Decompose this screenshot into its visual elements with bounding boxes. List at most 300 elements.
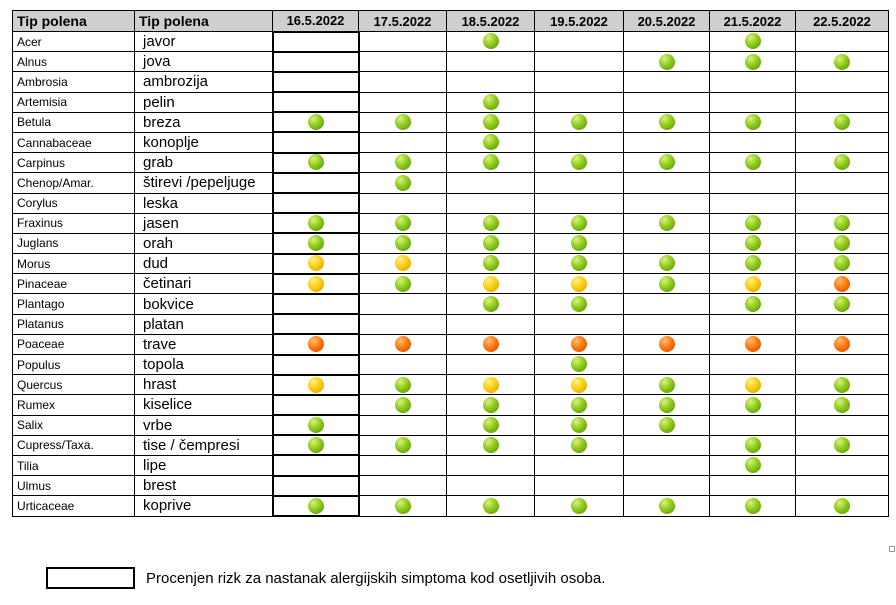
level-cell [796,52,889,72]
green-level-dot-icon [483,255,499,271]
green-level-dot-icon [745,54,761,70]
latin-name-cell: Platanus [13,314,135,334]
level-cell [535,496,624,516]
level-cell [624,52,710,72]
level-cell [447,314,535,334]
level-cell [624,476,710,496]
level-cell [535,233,624,253]
level-cell [796,455,889,475]
green-level-dot-icon [659,54,675,70]
green-level-dot-icon [745,33,761,49]
level-cell [624,72,710,92]
green-level-dot-icon [395,397,411,413]
green-level-dot-icon [483,134,499,150]
level-cell [273,72,359,92]
green-level-dot-icon [834,437,850,453]
level-cell [535,435,624,455]
green-level-dot-icon [395,114,411,130]
level-cell [447,455,535,475]
yellow-level-dot-icon [483,377,499,393]
green-level-dot-icon [659,215,675,231]
green-level-dot-icon [834,255,850,271]
level-cell [447,274,535,294]
green-level-dot-icon [395,154,411,170]
latin-name-cell: Fraxinus [13,213,135,233]
local-name-cell: grab [135,153,273,173]
orange-level-dot-icon [308,336,324,352]
table-row [13,294,889,314]
level-cell [535,112,624,132]
green-level-dot-icon [308,437,324,453]
green-level-dot-icon [308,215,324,231]
level-cell [447,395,535,415]
local-name-cell: orah [135,233,273,253]
level-cell [796,415,889,435]
level-cell [535,32,624,52]
green-level-dot-icon [571,114,587,130]
local-name-cell: tise / čempresi [135,435,273,455]
level-cell [624,112,710,132]
latin-name-cell: Tilia [13,455,135,475]
level-cell [796,92,889,112]
green-level-dot-icon [571,498,587,514]
green-level-dot-icon [483,94,499,110]
table-row [13,334,889,354]
latin-name-cell: Populus [13,355,135,375]
level-cell [359,355,447,375]
local-name-cell: trave [135,334,273,354]
level-cell [359,112,447,132]
header-row [13,11,889,32]
yellow-level-dot-icon [308,276,324,292]
latin-name-cell: Artemisia [13,92,135,112]
green-level-dot-icon [395,498,411,514]
level-cell [447,173,535,193]
latin-name-cell: Alnus [13,52,135,72]
table-row [13,193,889,213]
level-cell [710,395,796,415]
level-cell [359,233,447,253]
table-row [13,415,889,435]
local-name-cell: pelin [135,92,273,112]
level-cell [796,72,889,92]
level-cell [359,52,447,72]
orange-level-dot-icon [834,276,850,292]
table-body [13,32,889,517]
level-cell [796,193,889,213]
green-level-dot-icon [834,377,850,393]
legend-text: Procenjen rizk za nastanak alergijskih simptoma kod osetljivih osoba. [146,570,606,587]
level-cell [624,254,710,274]
latin-name-cell: Plantago [13,294,135,314]
local-name-cell: platan [135,314,273,334]
level-cell [273,476,359,496]
latin-name-cell: Cannabaceae [13,132,135,152]
level-cell [710,213,796,233]
level-cell [796,213,889,233]
header-date: 18.5.2022 [447,11,535,32]
level-cell [535,72,624,92]
local-name-cell: jova [135,52,273,72]
level-cell [535,213,624,233]
level-cell [535,153,624,173]
level-cell [273,52,359,72]
level-cell [624,32,710,52]
level-cell [447,213,535,233]
level-cell [624,395,710,415]
green-level-dot-icon [395,175,411,191]
level-cell [796,132,889,152]
level-cell [535,294,624,314]
header-local-name: Tip polena [135,11,273,32]
level-cell [710,233,796,253]
level-cell [710,415,796,435]
level-cell [359,294,447,314]
local-name-cell: bokvice [135,294,273,314]
header-date: 17.5.2022 [359,11,447,32]
level-cell [359,153,447,173]
local-name-cell: kiselice [135,395,273,415]
table-row [13,274,889,294]
latin-name-cell: Poaceae [13,334,135,354]
level-cell [796,496,889,516]
green-level-dot-icon [745,457,761,473]
yellow-level-dot-icon [571,276,587,292]
level-cell [710,132,796,152]
yellow-level-dot-icon [745,377,761,393]
table-row [13,92,889,112]
level-cell [273,415,359,435]
level-cell [359,395,447,415]
level-cell [273,213,359,233]
local-name-cell: breza [135,112,273,132]
level-cell [710,112,796,132]
green-level-dot-icon [395,276,411,292]
level-cell [535,334,624,354]
level-cell [535,92,624,112]
green-level-dot-icon [571,417,587,433]
level-cell [710,334,796,354]
header-date: 22.5.2022 [796,11,889,32]
green-level-dot-icon [659,377,675,393]
orange-level-dot-icon [745,336,761,352]
level-cell [535,314,624,334]
green-level-dot-icon [308,154,324,170]
green-level-dot-icon [834,114,850,130]
green-level-dot-icon [483,154,499,170]
table-row [13,375,889,395]
green-level-dot-icon [395,377,411,393]
level-cell [359,415,447,435]
level-cell [624,496,710,516]
level-cell [273,254,359,274]
green-level-dot-icon [395,215,411,231]
table-row [13,435,889,455]
level-cell [624,153,710,173]
level-cell [359,375,447,395]
level-cell [624,355,710,375]
table-row [13,173,889,193]
level-cell [710,314,796,334]
level-cell [273,112,359,132]
level-cell [273,395,359,415]
local-name-cell: lipe [135,455,273,475]
level-cell [447,496,535,516]
green-level-dot-icon [834,296,850,312]
level-cell [624,173,710,193]
green-level-dot-icon [745,154,761,170]
green-level-dot-icon [308,498,324,514]
level-cell [447,132,535,152]
level-cell [273,314,359,334]
green-level-dot-icon [745,255,761,271]
level-cell [710,355,796,375]
level-cell [710,193,796,213]
latin-name-cell: Salix [13,415,135,435]
green-level-dot-icon [571,154,587,170]
level-cell [273,132,359,152]
green-level-dot-icon [571,255,587,271]
local-name-cell: brest [135,476,273,496]
level-cell [359,213,447,233]
level-cell [535,476,624,496]
latin-name-cell: Corylus [13,193,135,213]
level-cell [710,72,796,92]
level-cell [710,254,796,274]
level-cell [535,254,624,274]
green-level-dot-icon [395,437,411,453]
green-level-dot-icon [834,54,850,70]
green-level-dot-icon [659,276,675,292]
level-cell [447,375,535,395]
level-cell [359,173,447,193]
header-latin-name: Tip polena [13,11,135,32]
level-cell [796,254,889,274]
level-cell [447,233,535,253]
yellow-level-dot-icon [308,377,324,393]
level-cell [447,92,535,112]
green-level-dot-icon [483,397,499,413]
level-cell [273,455,359,475]
level-cell [710,92,796,112]
latin-name-cell: Acer [13,32,135,52]
local-name-cell: jasen [135,213,273,233]
level-cell [273,334,359,354]
table-row [13,153,889,173]
level-cell [273,375,359,395]
yellow-level-dot-icon [745,276,761,292]
latin-name-cell: Pinaceae [13,274,135,294]
level-cell [624,193,710,213]
table-row [13,455,889,475]
level-cell [796,395,889,415]
level-cell [796,233,889,253]
level-cell [796,334,889,354]
legend-box [46,567,135,589]
table-row [13,52,889,72]
level-cell [447,415,535,435]
level-cell [710,294,796,314]
level-cell [796,476,889,496]
level-cell [796,435,889,455]
level-cell [796,112,889,132]
level-cell [710,52,796,72]
level-cell [359,435,447,455]
local-name-cell: koprive [135,496,273,516]
green-level-dot-icon [745,215,761,231]
level-cell [710,274,796,294]
level-cell [624,435,710,455]
level-cell [447,476,535,496]
green-level-dot-icon [571,397,587,413]
local-name-cell: javor [135,32,273,52]
level-cell [796,153,889,173]
green-level-dot-icon [308,417,324,433]
level-cell [535,274,624,294]
green-level-dot-icon [483,498,499,514]
level-cell [624,455,710,475]
orange-level-dot-icon [659,336,675,352]
level-cell [796,375,889,395]
level-cell [359,455,447,475]
green-level-dot-icon [571,215,587,231]
level-cell [273,173,359,193]
orange-level-dot-icon [483,336,499,352]
local-name-cell: konoplje [135,132,273,152]
local-name-cell: hrast [135,375,273,395]
end-of-table-mark [889,546,895,552]
green-level-dot-icon [745,437,761,453]
green-level-dot-icon [483,417,499,433]
green-level-dot-icon [745,296,761,312]
level-cell [796,274,889,294]
green-level-dot-icon [659,255,675,271]
level-cell [273,153,359,173]
level-cell [273,496,359,516]
header-date: 21.5.2022 [710,11,796,32]
level-cell [359,254,447,274]
latin-name-cell: Chenop/Amar. [13,173,135,193]
latin-name-cell: Rumex [13,395,135,415]
header-date: 20.5.2022 [624,11,710,32]
level-cell [624,92,710,112]
level-cell [359,496,447,516]
pollen-forecast-table [12,10,889,517]
yellow-level-dot-icon [571,377,587,393]
header-date: 19.5.2022 [535,11,624,32]
table-row [13,112,889,132]
level-cell [710,32,796,52]
level-cell [624,314,710,334]
green-level-dot-icon [834,215,850,231]
orange-level-dot-icon [395,336,411,352]
level-cell [624,415,710,435]
table-row [13,233,889,253]
level-cell [359,92,447,112]
green-level-dot-icon [483,114,499,130]
green-level-dot-icon [571,296,587,312]
level-cell [535,395,624,415]
level-cell [273,32,359,52]
level-cell [359,193,447,213]
level-cell [796,32,889,52]
level-cell [447,355,535,375]
table-row [13,254,889,274]
green-level-dot-icon [745,235,761,251]
latin-name-cell: Morus [13,254,135,274]
level-cell [535,52,624,72]
table-row [13,496,889,516]
latin-name-cell: Betula [13,112,135,132]
level-cell [796,355,889,375]
level-cell [624,294,710,314]
level-cell [273,355,359,375]
level-cell [359,132,447,152]
level-cell [535,132,624,152]
table-row [13,72,889,92]
level-cell [359,476,447,496]
latin-name-cell: Carpinus [13,153,135,173]
level-cell [273,92,359,112]
table-row [13,476,889,496]
level-cell [535,375,624,395]
green-level-dot-icon [745,397,761,413]
level-cell [624,213,710,233]
green-level-dot-icon [834,235,850,251]
level-cell [447,254,535,274]
table-row [13,32,889,52]
green-level-dot-icon [483,215,499,231]
table-row [13,213,889,233]
latin-name-cell: Ulmus [13,476,135,496]
local-name-cell: ambrozija [135,72,273,92]
level-cell [624,274,710,294]
level-cell [447,52,535,72]
table-row [13,314,889,334]
local-name-cell: topola [135,355,273,375]
level-cell [359,32,447,52]
green-level-dot-icon [659,154,675,170]
green-level-dot-icon [745,114,761,130]
level-cell [710,153,796,173]
level-cell [796,314,889,334]
level-cell [624,375,710,395]
yellow-level-dot-icon [308,255,324,271]
level-cell [535,415,624,435]
green-level-dot-icon [308,114,324,130]
green-level-dot-icon [308,235,324,251]
green-level-dot-icon [659,397,675,413]
level-cell [710,375,796,395]
level-cell [624,233,710,253]
level-cell [359,334,447,354]
level-cell [273,294,359,314]
level-cell [447,435,535,455]
green-level-dot-icon [571,437,587,453]
level-cell [535,455,624,475]
orange-level-dot-icon [834,336,850,352]
level-cell [710,496,796,516]
level-cell [535,355,624,375]
green-level-dot-icon [745,498,761,514]
green-level-dot-icon [659,498,675,514]
table-row [13,132,889,152]
latin-name-cell: Juglans [13,233,135,253]
local-name-cell: dud [135,254,273,274]
level-cell [273,193,359,213]
header-date: 16.5.2022 [273,11,359,32]
green-level-dot-icon [659,417,675,433]
